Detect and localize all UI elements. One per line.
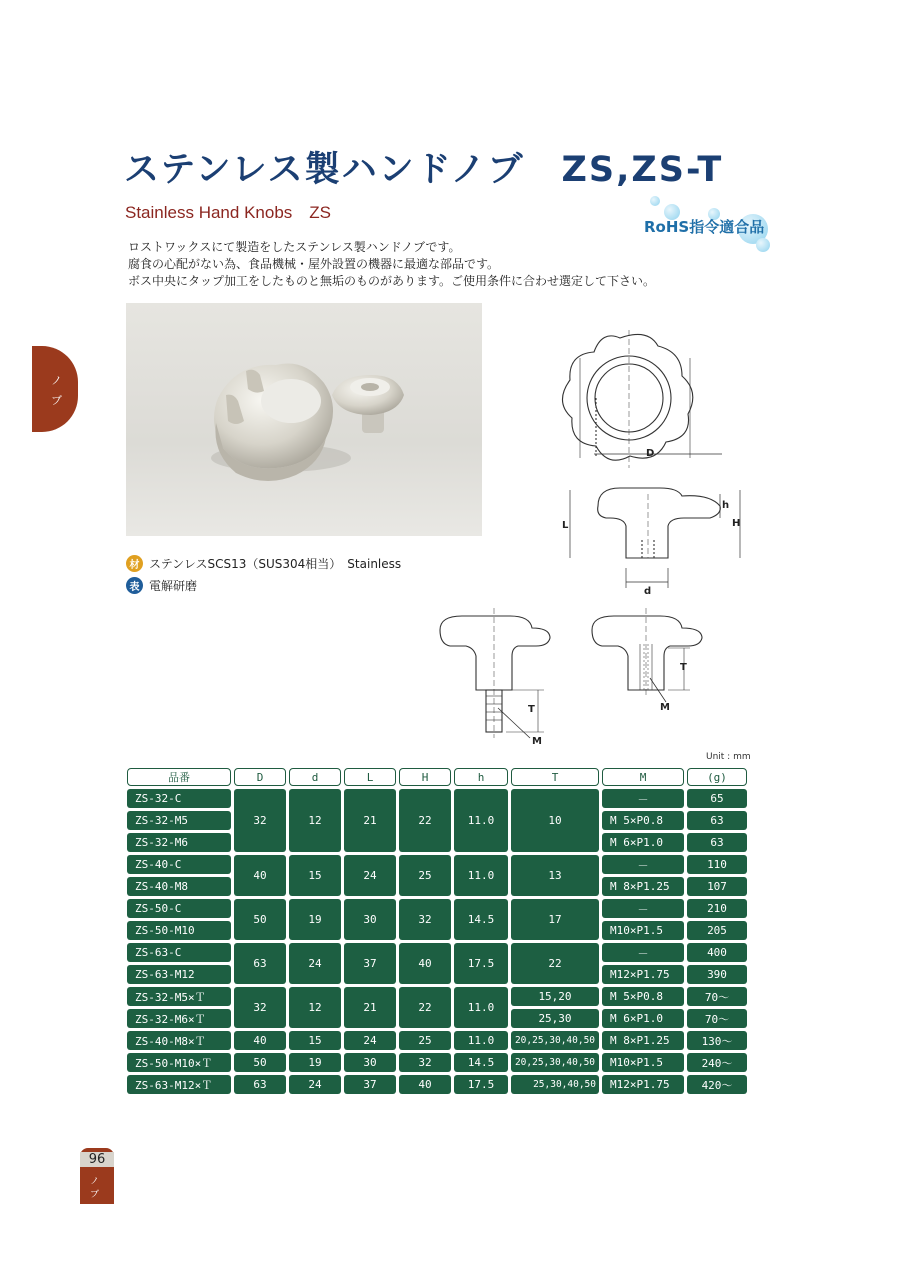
cell-D: 50 <box>234 899 286 940</box>
cell-h: 11.0 <box>454 789 508 852</box>
table-row <box>127 855 747 874</box>
cell-weight: 70～ <box>687 987 747 1006</box>
cell-M: M12×P1.75 <box>602 1075 684 1094</box>
page-title: ステンレス製ハンドノブ ZS,ZS-T <box>124 150 724 190</box>
cell-D: 40 <box>234 1031 286 1050</box>
material-spec <box>126 555 401 572</box>
page-number: 96 <box>80 1152 114 1167</box>
cell-weight: 107 <box>687 877 747 896</box>
cell-M: M12×P1.75 <box>602 965 684 984</box>
dim-label-M-tapped: M <box>660 702 670 713</box>
page-subtitle: Stainless Hand Knobs ZS <box>125 203 331 222</box>
cell-code: ZS-50-C <box>127 899 231 918</box>
header-H: H <box>399 768 451 786</box>
cell-code: ZS-32-M5 <box>127 811 231 830</box>
cell-d: 19 <box>289 1053 341 1072</box>
finish-spec <box>126 577 197 594</box>
cell-d: 24 <box>289 943 341 984</box>
unit-label: Unit : mm <box>706 752 751 762</box>
cell-L: 21 <box>344 987 396 1028</box>
dim-label-D: D <box>646 448 655 459</box>
cell-T: 22 <box>511 943 599 984</box>
cell-T: 25,30,40,50 <box>511 1075 599 1094</box>
cell-T: 20,25,30,40,50 <box>511 1031 599 1050</box>
cell-L: 21 <box>344 789 396 852</box>
cell-weight: 210 <box>687 899 747 918</box>
dim-label-h: h <box>722 500 730 511</box>
cell-weight: 110 <box>687 855 747 874</box>
description-line: ロストワックスにて製造をしたステンレス製ハンドノブです。 <box>128 240 461 254</box>
cell-d: 24 <box>289 1075 341 1094</box>
description-line: 腐食の心配がない為、食品機械・屋外設置の機器に最適な部品です。 <box>128 257 500 271</box>
cell-M: M10×P1.5 <box>602 921 684 940</box>
cell-weight: 65 <box>687 789 747 808</box>
rohs-badge <box>638 196 778 260</box>
header-h: h <box>454 768 508 786</box>
cell-M: M 6×P1.0 <box>602 833 684 852</box>
cell-d: 12 <box>289 789 341 852</box>
cell-T: 13 <box>511 855 599 896</box>
cell-weight: 390 <box>687 965 747 984</box>
dim-label-H: H <box>732 518 741 529</box>
cell-code: ZS-40-M8×Ｔ <box>127 1031 231 1050</box>
cell-H: 40 <box>399 943 451 984</box>
header-D: D <box>234 768 286 786</box>
cell-weight: 63 <box>687 833 747 852</box>
cell-H: 25 <box>399 1031 451 1050</box>
table-row <box>127 1031 747 1050</box>
cell-h: 11.0 <box>454 1031 508 1050</box>
cell-M: M 8×P1.25 <box>602 1031 684 1050</box>
cell-d: 15 <box>289 855 341 896</box>
page-number-box <box>80 1148 114 1204</box>
cell-H: 32 <box>399 899 451 940</box>
cell-weight: 70～ <box>687 1009 747 1028</box>
cell-d: 15 <box>289 1031 341 1050</box>
cell-weight: 205 <box>687 921 747 940</box>
technical-drawings <box>420 318 760 758</box>
header-L: L <box>344 768 396 786</box>
cell-h: 14.5 <box>454 899 508 940</box>
side-tab-char: ノ <box>51 374 62 387</box>
cell-H: 40 <box>399 1075 451 1094</box>
cell-L: 37 <box>344 1075 396 1094</box>
table-row <box>127 943 747 962</box>
side-tab-char: ブ <box>51 394 62 407</box>
header-weight: (g) <box>687 768 747 786</box>
dim-label-T-bolt: T <box>528 704 535 715</box>
cell-H: 22 <box>399 987 451 1028</box>
cell-T: 20,25,30,40,50 <box>511 1053 599 1072</box>
side-index-tab <box>32 346 78 432</box>
cell-code: ZS-63-M12 <box>127 965 231 984</box>
cell-code: ZS-40-C <box>127 855 231 874</box>
top-view-drawing <box>562 330 722 468</box>
table-row <box>127 1075 747 1094</box>
tapped-variant-drawing <box>592 608 702 702</box>
cell-weight: 63 <box>687 811 747 830</box>
side-view-drawing <box>570 488 740 588</box>
cell-code: ZS-32-C <box>127 789 231 808</box>
cell-code: ZS-32-M6×Ｔ <box>127 1009 231 1028</box>
cell-M: － <box>602 899 684 918</box>
page-section-label: ノ ブ <box>89 1177 104 1200</box>
table-row <box>127 1053 747 1072</box>
cell-weight: 240～ <box>687 1053 747 1072</box>
cell-h: 14.5 <box>454 1053 508 1072</box>
cell-L: 30 <box>344 1053 396 1072</box>
cell-code: ZS-50-M10 <box>127 921 231 940</box>
large-knob-image <box>211 363 351 481</box>
cell-d: 19 <box>289 899 341 940</box>
cell-weight: 130～ <box>687 1031 747 1050</box>
bolt-variant-drawing <box>440 608 550 738</box>
cell-D: 63 <box>234 943 286 984</box>
cell-D: 32 <box>234 987 286 1028</box>
small-knob-image <box>332 375 404 433</box>
dim-label-d: d <box>644 586 652 597</box>
dim-label-L: L <box>562 520 569 531</box>
cell-L: 24 <box>344 1031 396 1050</box>
cell-M: M10×P1.5 <box>602 1053 684 1072</box>
cell-d: 12 <box>289 987 341 1028</box>
header-d: d <box>289 768 341 786</box>
table-row <box>127 987 747 1006</box>
cell-D: 50 <box>234 1053 286 1072</box>
cell-L: 24 <box>344 855 396 896</box>
cell-code: ZS-40-M8 <box>127 877 231 896</box>
header-T: T <box>511 768 599 786</box>
header-code: 品番 <box>127 768 231 786</box>
dim-label-T-tapped: T <box>680 662 687 673</box>
cell-M: M 5×P0.8 <box>602 811 684 830</box>
cell-T: 25,30 <box>511 1009 599 1028</box>
rohs-label: RoHS指令適合品 <box>644 218 765 236</box>
cell-T: 10 <box>511 789 599 852</box>
cell-h: 11.0 <box>454 987 508 1028</box>
cell-M: － <box>602 943 684 962</box>
cell-L: 30 <box>344 899 396 940</box>
table-row <box>127 899 747 918</box>
cell-code: ZS-63-M12×Ｔ <box>127 1075 231 1094</box>
cell-code: ZS-50-M10×Ｔ <box>127 1053 231 1072</box>
spec-table <box>124 765 750 1097</box>
finish-text: 電解研磨 <box>149 579 198 593</box>
cell-M: M 8×P1.25 <box>602 877 684 896</box>
cell-T: 17 <box>511 899 599 940</box>
cell-h: 17.5 <box>454 943 508 984</box>
cell-M: － <box>602 855 684 874</box>
description-line: ボス中央にタップ加工をしたものと無垢のものがあります。ご使用条件に合わせ選定して下さい。 <box>128 274 656 288</box>
cell-code: ZS-32-M5×Ｔ <box>127 987 231 1006</box>
table-header-row <box>127 768 747 786</box>
cell-h: 11.0 <box>454 855 508 896</box>
cell-M: － <box>602 789 684 808</box>
cell-T: 15,20 <box>511 987 599 1006</box>
cell-M: M 5×P0.8 <box>602 987 684 1006</box>
finish-icon: 表 <box>126 577 143 594</box>
cell-L: 37 <box>344 943 396 984</box>
cell-H: 25 <box>399 855 451 896</box>
table-row <box>127 789 747 808</box>
cell-H: 32 <box>399 1053 451 1072</box>
material-icon: 材 <box>126 555 143 572</box>
material-text: ステンレスSCS13（SUS304相当） Stainless <box>149 557 402 571</box>
cell-weight: 400 <box>687 943 747 962</box>
cell-H: 22 <box>399 789 451 852</box>
dim-label-M-bolt: M <box>532 736 542 747</box>
header-M: M <box>602 768 684 786</box>
cell-M: M 6×P1.0 <box>602 1009 684 1028</box>
description <box>128 239 655 290</box>
cell-D: 32 <box>234 789 286 852</box>
cell-D: 63 <box>234 1075 286 1094</box>
cell-D: 40 <box>234 855 286 896</box>
cell-h: 17.5 <box>454 1075 508 1094</box>
cell-weight: 420～ <box>687 1075 747 1094</box>
cell-code: ZS-63-C <box>127 943 231 962</box>
cell-code: ZS-32-M6 <box>127 833 231 852</box>
